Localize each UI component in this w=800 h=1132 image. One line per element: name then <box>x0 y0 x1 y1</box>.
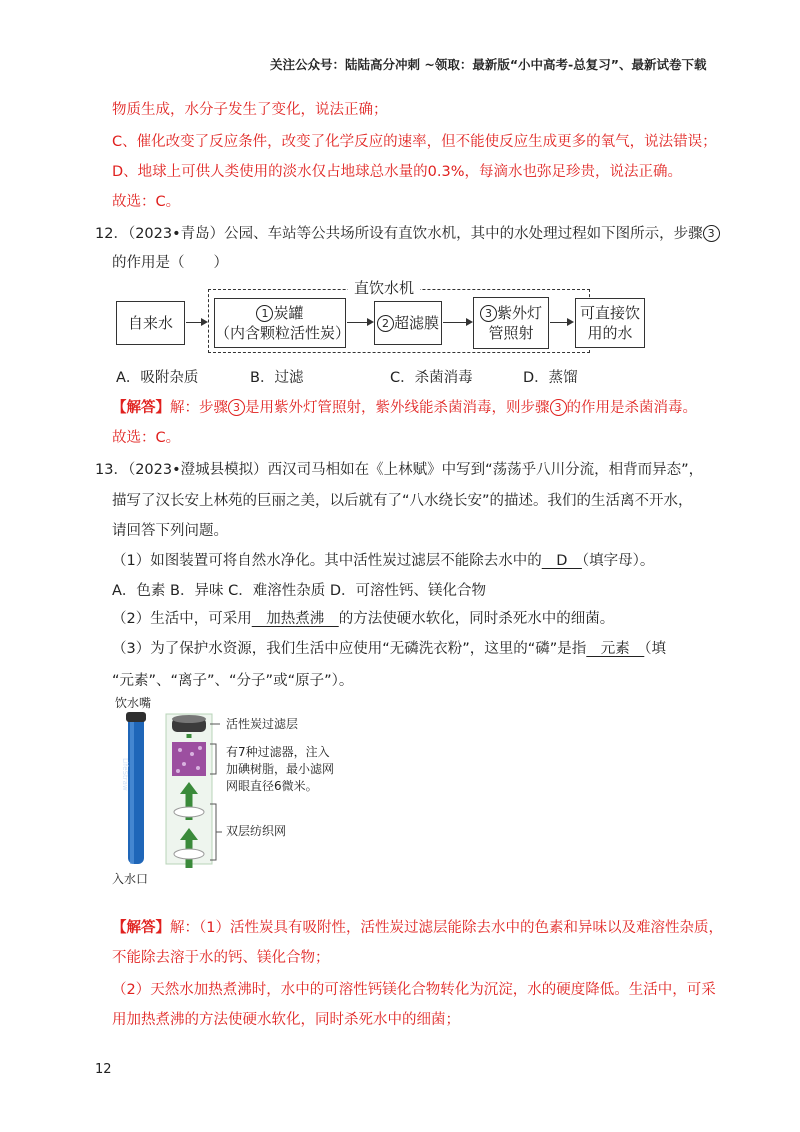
drinkable-water-box <box>575 298 645 348</box>
answer-line-b: 物质生成，水分子发生了变化，说法正确； <box>112 102 388 118</box>
option-b: B．过滤 <box>250 370 304 386</box>
step-number-circle: 3 <box>480 305 497 322</box>
tap-water-box: 自来水 <box>116 301 185 345</box>
flow-arrow <box>347 322 372 323</box>
drinkable-water-label: 可直接饮 <box>579 304 640 322</box>
mesh-layer <box>174 849 204 859</box>
sub2-answer: 加热煮沸 <box>251 611 339 627</box>
option-d: D．蒸馏 <box>523 370 578 386</box>
carbon-tank-note: （内含颗粒活性炭） <box>215 324 351 342</box>
flow-arrow <box>443 322 471 323</box>
q13-sub3 <box>112 639 666 659</box>
mesh-layer <box>174 807 204 817</box>
q12-stem-line2: 的作用是（ ） <box>112 255 228 271</box>
answer-text: 是用紫外灯管照射，紫外线能杀菌消毒，则步骤 <box>245 400 550 416</box>
q13-sub3-line2: “元素”、“离子”、“分子”或“原子”）。 <box>112 673 354 689</box>
q12-answer <box>112 398 697 418</box>
tube-brand-text: LifeStraw <box>121 758 129 791</box>
answer-tag: 【解答】 <box>112 400 170 416</box>
sub1-text-end: （填字母）。 <box>581 553 655 569</box>
ultrafiltration-label: 超滤膜 <box>393 314 439 332</box>
answer-text: 解：步骤 <box>170 400 228 416</box>
q13-sub1-options: A．色素 B．异味 C．难溶性杂质 D．可溶性钙、镁化合物 <box>112 583 486 599</box>
q13-stem-line3: 请回答下列问题。 <box>112 523 228 539</box>
tube-cap <box>126 712 146 722</box>
step-number-circle: 3 <box>228 399 245 416</box>
sub3-answer: 元素 <box>586 641 645 657</box>
diagram-title: 直饮水机 <box>348 277 420 299</box>
answer-text: 的作用是杀菌消毒。 <box>566 400 697 416</box>
uv-lamp-label-2: 管照射 <box>488 324 534 342</box>
sub3-text-end: （填 <box>644 641 667 657</box>
mesh-layer-label: 双层纺织网 <box>226 824 287 838</box>
sub2-text: （2）生活中，可采用 <box>112 611 252 627</box>
answer-text: 解：（1）活性炭具有吸附性，活性炭过滤层能除去水中的色素和异味以及难溶性杂质， <box>170 920 723 936</box>
q12-stem-text: 12．（2023•青岛）公园、车站等公共场所设有直饮水机，其中的水处理过程如下图所示，步骤 <box>95 226 703 242</box>
inlet-label: 入水口 <box>112 872 149 886</box>
q12-choose: 故选：C。 <box>112 430 181 446</box>
resin-layer-label-1: 有7种过滤器，注入 <box>226 745 330 759</box>
q13-stem-line2: 描写了汉长安上林苑的巨丽之美，以后就有了“八水绕长安”的描述。我们的生活离不开水， <box>112 493 693 509</box>
answer-line-d: D、地球上可供人类使用的淡水仅占地球总水量的0.3%，每滴水也弥足珍贵，说法正确。 <box>112 164 682 180</box>
q13-answer-l3: （2）天然水加热煮沸时，水中的可溶性钙镁化合物转化为沉淀，水的硬度降低。生活中，可采 <box>112 982 716 998</box>
q13-answer-l1 <box>112 918 723 938</box>
option-c: C．杀菌消毒 <box>390 370 473 386</box>
drinkable-water-label-2: 用的水 <box>587 324 633 342</box>
page-header: 关注公众号：陆陆高分冲刺 ~领取：最新版“小中高考-总复习”、最新试卷下载 <box>270 57 707 72</box>
q13-answer-l2: 不能除去溶于水的钙、镁化合物； <box>112 950 330 966</box>
page-number: 12 <box>95 1062 112 1077</box>
q13-answer-l4: 用加热煮沸的方法使硬水软化，同时杀死水中的细菌； <box>112 1012 460 1028</box>
resin-layer-label-2: 加碘树脂，最小滤网 <box>226 762 335 776</box>
step-number-circle: 1 <box>256 305 273 322</box>
q13-stem-line1: 13．（2023•澄城县模拟）西汉司马相如在《上林赋》中写到“荡荡乎八川分流，相背而异态”， <box>95 462 704 478</box>
uv-lamp-box <box>473 297 549 349</box>
q13-sub2 <box>112 609 614 629</box>
carbon-layer-label: 活性炭过滤层 <box>226 717 299 731</box>
sub3-text: （3）为了保护水资源，我们生活中应使用“无磷洗衣粉”，这里的“磷”是指 <box>112 641 587 657</box>
flow-arrow <box>186 322 206 323</box>
carbon-tank-label: 炭罐 <box>273 304 304 322</box>
answer-line-c: C、催化改变了反应条件，改变了化学反应的速率，但不能使反应生成更多的氧气，说法错误； <box>112 134 717 150</box>
resin-layer-label-3: 网眼直径6微米。 <box>226 779 318 793</box>
q12-stem-line1 <box>95 224 720 244</box>
ultrafiltration-box <box>374 301 442 345</box>
flow-arrow <box>550 322 572 323</box>
step-number-circle: 3 <box>550 399 567 416</box>
carbon-layer-top <box>172 715 206 723</box>
tube-highlight <box>130 714 134 864</box>
answer-tag: 【解答】 <box>112 920 170 936</box>
sub2-text-end: 的方法使硬水软化，同时杀死水中的细菌。 <box>338 611 615 627</box>
mouthpiece-label: 饮水嘴 <box>115 696 152 710</box>
step-number-circle: 2 <box>377 315 394 332</box>
q13-sub1 <box>112 551 654 571</box>
carbon-tank-box <box>214 298 351 348</box>
uv-lamp-label: 紫外灯 <box>496 304 542 322</box>
answer-choose: 故选：C。 <box>112 194 181 210</box>
option-a: A．吸附杂质 <box>116 370 199 386</box>
sub1-answer: D <box>541 553 582 569</box>
sub1-text: （1）如图装置可将自然水净化。其中活性炭过滤层不能除去水中的 <box>112 553 542 569</box>
step-number-circle: 3 <box>703 225 720 242</box>
